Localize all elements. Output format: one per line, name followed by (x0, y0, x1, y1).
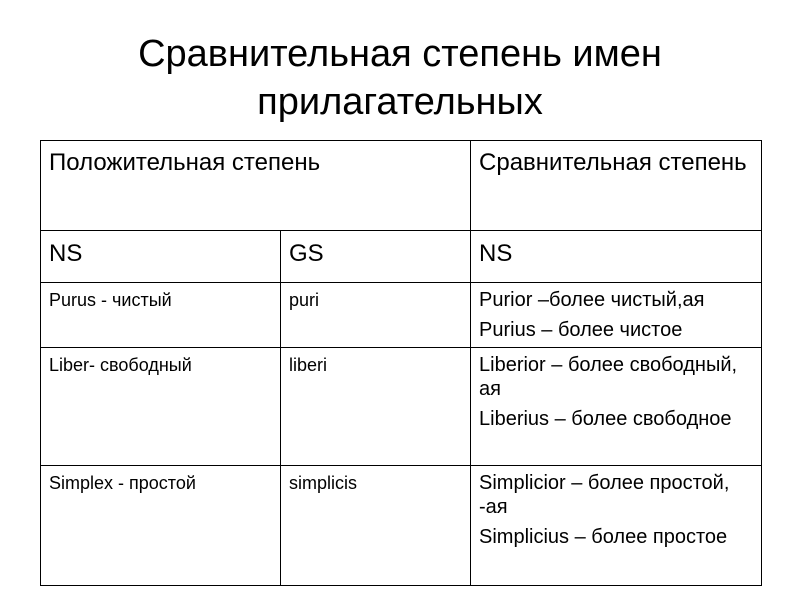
cell-ns: Liber- свободный (41, 348, 281, 466)
cell-gs: puri (281, 283, 471, 348)
comparative-neuter: Simplicius – более простое (479, 526, 728, 548)
table-row (41, 348, 762, 466)
cell-ns: Simplex - простой (41, 466, 281, 586)
subheader-gs: GS (281, 231, 471, 283)
table-row (41, 466, 762, 586)
cell-comparative (471, 348, 762, 466)
cell-gs: simplicis (281, 466, 471, 586)
cell-comparative (471, 466, 762, 586)
slide-title-line-2: прилагательных (257, 81, 543, 123)
comparative-neuter: Purius – более чистое (479, 319, 683, 341)
cell-ns: Purus - чистый (41, 283, 281, 348)
cell-comparative (471, 283, 762, 348)
table-subheader-row (41, 231, 762, 283)
table-header-row (41, 141, 762, 231)
comparative-masc-fem: Simplicior – более простой, -ая (479, 472, 730, 518)
subheader-ns-comparative: NS (471, 231, 762, 283)
subheader-ns-positive: NS (41, 231, 281, 283)
table-row (41, 283, 762, 348)
comparative-masc-fem: Liberior – более свободный, ая (479, 354, 738, 400)
slide-title-line-1: Сравнительная степень имен (138, 33, 662, 75)
header-comparative-degree: Сравнительная степень (471, 141, 762, 231)
comparative-neuter: Liberius – более свободное (479, 408, 732, 430)
comparison-table (40, 140, 762, 586)
comparative-masc-fem: Purior –более чистый,ая (479, 289, 705, 311)
slide-title (0, 30, 800, 126)
header-positive-degree: Положительная степень (41, 141, 471, 231)
cell-gs: liberi (281, 348, 471, 466)
